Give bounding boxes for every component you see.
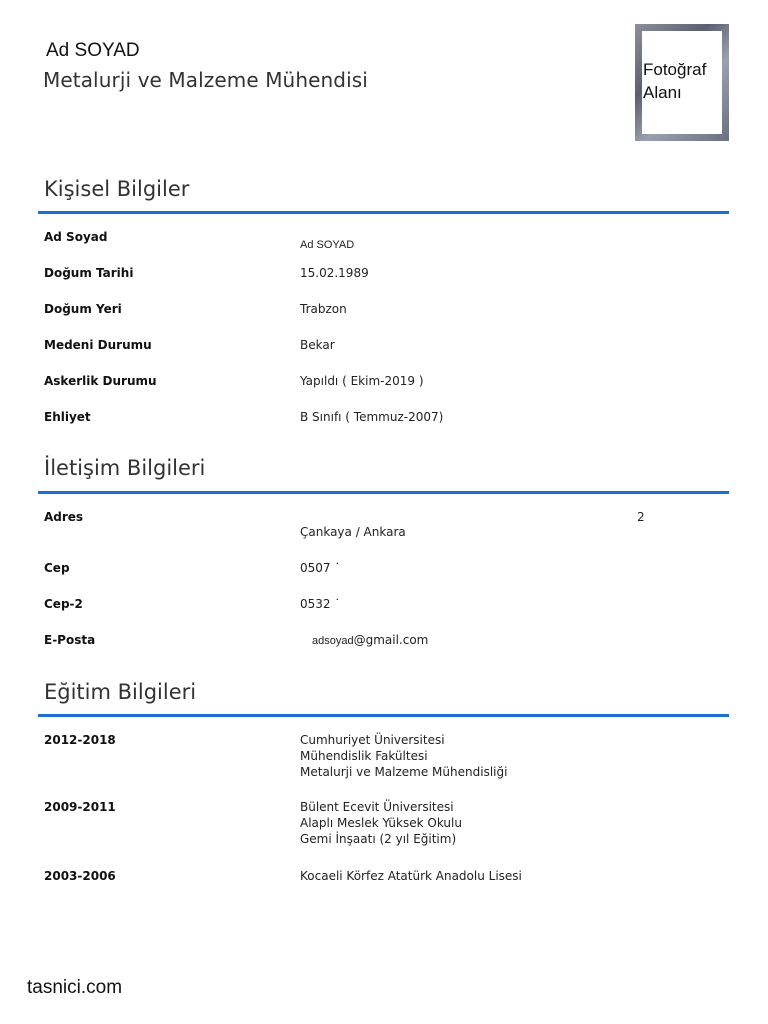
value-phone-2: 0532 ˙ — [300, 597, 341, 611]
value-military-status: Yapıldı ( Ekim-2019 ) — [300, 374, 424, 388]
email-user: adsoyad — [312, 635, 354, 647]
section-divider-personal — [38, 211, 729, 214]
edu-years: 2003-2006 — [44, 869, 116, 883]
value-full-name: Ad SOYAD — [300, 239, 355, 251]
section-title-personal: Kişisel Bilgiler — [44, 177, 190, 201]
value-driving-license: B Sınıfı ( Temmuz-2007) — [300, 410, 444, 424]
value-marital-status: Bekar — [300, 338, 335, 352]
label-full-name: Ad Soyad — [44, 230, 108, 244]
edu-entry — [300, 732, 507, 780]
section-title-education: Eğitim Bilgileri — [44, 680, 197, 704]
email-domain: @gmail.com — [353, 633, 429, 647]
label-address: Adres — [44, 510, 84, 524]
label-phone: Cep — [44, 561, 70, 575]
photo-label: Fotoğraf Alanı — [643, 60, 707, 102]
value-phone: 0507 ˙ — [300, 561, 341, 575]
section-divider-education — [38, 714, 729, 717]
value-birth-date: 15.02.1989 — [300, 266, 369, 280]
cv-job-title: Metalurji ve Malzeme Mühendisi — [43, 68, 368, 92]
edu-years: 2012-2018 — [44, 733, 116, 747]
label-email: E-Posta — [44, 633, 96, 647]
label-phone-2: Cep-2 — [44, 597, 83, 611]
edu-entry — [300, 868, 522, 884]
section-divider-contact — [38, 491, 729, 494]
footer-site-link[interactable]: tasnici.com — [27, 977, 123, 998]
label-military-status: Askerlik Durumu — [44, 374, 157, 388]
edu-department: Gemi İnşaatı (2 yıl Eğitim) — [300, 832, 457, 846]
label-marital-status: Medeni Durumu — [44, 338, 152, 352]
value-email[interactable] — [312, 632, 428, 649]
edu-school: Kocaeli Körfez Atatürk Anadolu Lisesi — [300, 869, 522, 883]
label-birth-place: Doğum Yeri — [44, 302, 122, 316]
edu-entry — [300, 799, 462, 847]
value-address: Çankaya / Ankara — [300, 525, 406, 539]
edu-faculty: Mühendislik Fakültesi — [300, 749, 428, 763]
edu-school: Cumhuriyet Üniversitesi — [300, 733, 445, 747]
edu-faculty: Alaplı Meslek Yüksek Okulu — [300, 816, 462, 830]
value-birth-place: Trabzon — [300, 302, 347, 316]
photo-frame — [635, 24, 729, 141]
section-title-contact: İletişim Bilgileri — [44, 456, 206, 480]
edu-department: Metalurji ve Malzeme Mühendisliği — [300, 765, 508, 779]
edu-school: Bülent Ecevit Üniversitesi — [300, 800, 454, 814]
value-address-number: 2 — [637, 510, 645, 524]
cv-name: Ad SOYAD — [46, 40, 140, 61]
label-birth-date: Doğum Tarihi — [44, 266, 134, 280]
edu-years: 2009-2011 — [44, 800, 116, 814]
label-driving-license: Ehliyet — [44, 410, 91, 424]
